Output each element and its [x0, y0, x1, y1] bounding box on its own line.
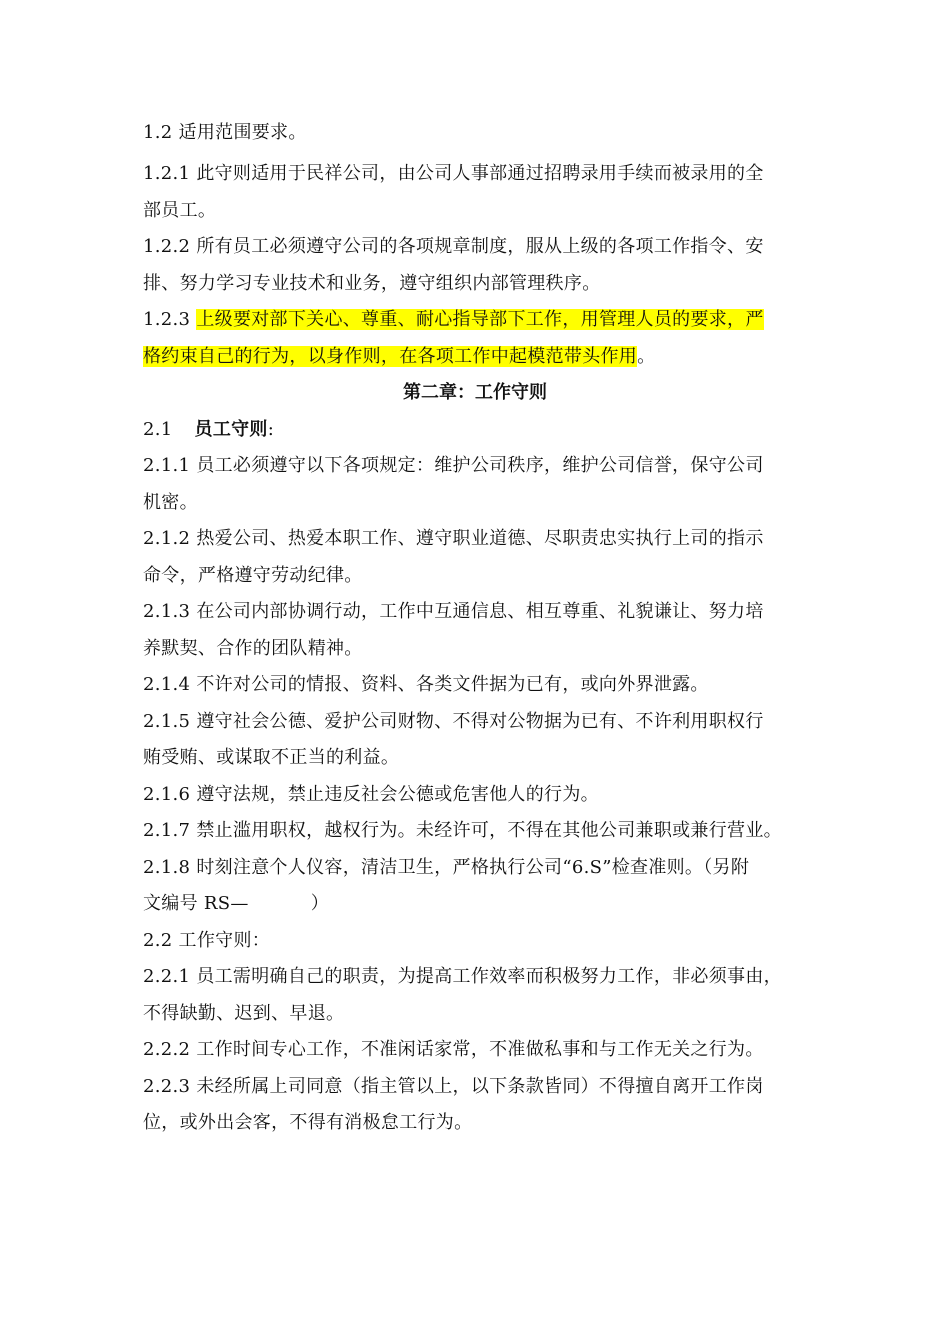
closing-paren: ） [310, 893, 330, 914]
clause-number: 1.2.3 [143, 309, 191, 330]
section-2-2-title: 2.2 工作守则： [143, 930, 271, 951]
clause-2-2-3-line-2: 位，或外出会客，不得有消极怠工行为。 [143, 1112, 473, 1133]
clause-2-1-3-line-2: 养默契、合作的团队精神。 [143, 638, 363, 659]
clause-1-2-1-line-1: 1.2.1 此守则适用于民祥公司，由公司人事部通过招聘录用手续而被录用的全 [143, 163, 764, 184]
clause-2-1-5-line-2: 贿受贿、或谋取不正当的利益。 [143, 747, 400, 768]
clause-2-1-2-line-2: 命令，严格遵守劳动纪律。 [143, 565, 363, 586]
clause-1-2-2-line-2: 排、努力学习专业技术和业务，遵守组织内部管理秩序。 [143, 273, 601, 294]
clause-1-2-3-line-1 [143, 308, 764, 332]
section-1-2-title: 1.2 适用范围要求。 [143, 122, 307, 143]
clause-2-1-1-line-1: 2.1.1 员工必须遵守以下各项规定：维护公司秩序，维护公司信誉，保守公司 [143, 455, 764, 476]
clause-1-2-2-line-1: 1.2.2 所有员工必须遵守公司的各项规章制度，服从上级的各项工作指令、安 [143, 236, 764, 257]
section-title: 员工守则 [194, 419, 268, 440]
section-number: 2.1 [143, 419, 173, 440]
colon: : [267, 419, 275, 440]
clause-2-1-5-line-1: 2.1.5 遵守社会公德、爱护公司财物、不得对公物据为已有、不许利用职权行 [143, 711, 764, 732]
clause-2-2-1-line-1: 2.2.1 员工需明确自己的职责，为提高工作效率而积极努力工作，非必须事由， [143, 966, 782, 987]
highlighted-text: 格约束自己的行为，以身作则，在各项工作中起模范带头作用 [143, 346, 638, 367]
highlighted-text: 上级要对部下关心、尊重、耐心指导部下工作，用管理人员的要求，严 [196, 309, 764, 330]
clause-2-1-8-line-2 [143, 892, 329, 916]
clause-2-1-4: 2.1.4 不许对公司的情报、资料、各类文件据为已有，或向外界泄露。 [143, 674, 709, 695]
clause-2-1-1-line-2: 机密。 [143, 492, 198, 513]
clause-2-1-7: 2.1.7 禁止滥用职权，越权行为。未经许可，不得在其他公司兼职或兼行营业。 [143, 820, 782, 841]
clause-1-2-1-line-2: 部员工。 [143, 200, 217, 221]
clause-2-1-2-line-1: 2.1.2 热爱公司、热爱本职工作、遵守职业道德、尽职责忠实执行上司的指示 [143, 528, 764, 549]
clause-2-2-2: 2.2.2 工作时间专心工作，不准闲话家常，不准做私事和与工作无关之行为。 [143, 1039, 764, 1060]
clause-2-1-6: 2.1.6 遵守法规，禁止违反社会公德或危害他人的行为。 [143, 784, 599, 805]
clause-1-2-3-line-2 [143, 345, 655, 369]
clause-2-2-3-line-1: 2.2.3 未经所属上司同意（指主管以上，以下条款皆同）不得擅自离开工作岗 [143, 1076, 764, 1097]
chapter-heading: 第二章：工作守则 [403, 382, 547, 403]
doc-number-prefix: 文编号 RS— [143, 893, 249, 914]
section-2-1-title [143, 418, 274, 442]
clause-2-1-3-line-1: 2.1.3 在公司内部协调行动，工作中互通信息、相互尊重、礼貌谦让、努力培 [143, 601, 764, 622]
clause-2-2-1-line-2: 不得缺勤、迟到、早退。 [143, 1003, 345, 1024]
clause-2-1-8-line-1: 2.1.8 时刻注意个人仪容，清洁卫生，严格执行公司“6.S”检查准则。（另附 [143, 857, 750, 878]
period: 。 [637, 346, 656, 367]
